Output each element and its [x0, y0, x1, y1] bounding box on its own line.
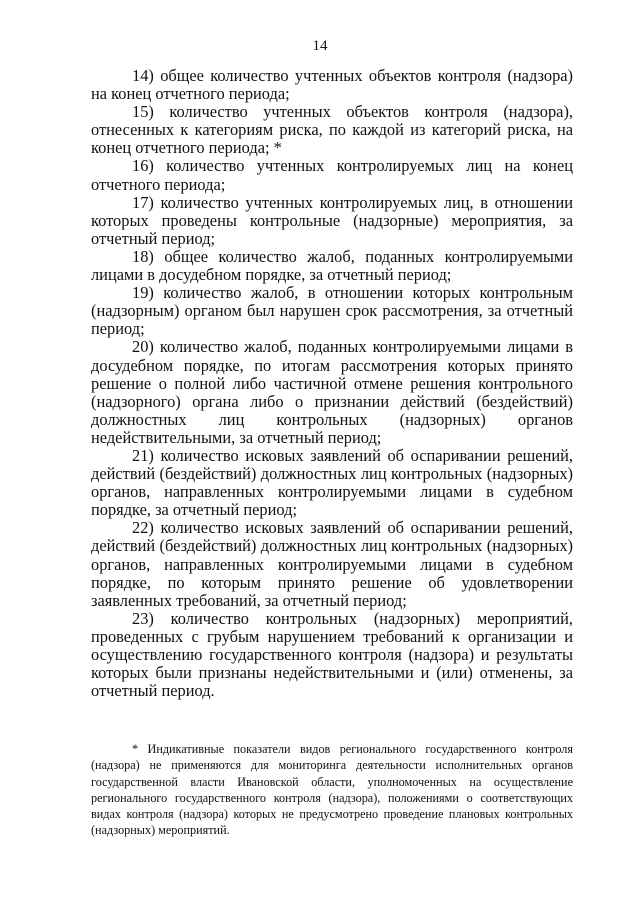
list-item: 16) количество учтенных контролируемых лиц на конец отчетного периода; [91, 156, 573, 194]
list-item: 14) общее количество учтенных объектов контроля (надзора) на конец отчетного периода; [91, 66, 573, 104]
list-item: 22) количество исковых заявлений об оспаривании решений, действий (бездействий) должностных лиц контрольных (надзорных) органов, направленных контролируемыми лицами в судебном порядке, по которым принято решение об удовлетворении заявленных требований, за отчетный период; [91, 518, 573, 610]
page-number: 14 [312, 38, 328, 54]
list-item: 18) общее количество жалоб, поданных контролируемыми лицами в досудебном порядке, за отчетный период; [91, 246, 573, 285]
footnote [91, 741, 573, 839]
list-item: 20) количество жалоб, поданных контролируемыми лицами в досудебном порядке, по итогам рассмотрения которых принято решение о полной либо частичной отмене решения контрольного (надзорного) органа либо о признании действий (бездействий) должностных лиц контрольных (надзорных) органов недействительными, за отчетный период; [91, 337, 573, 447]
list-item: 17) количество учтенных контролируемых лиц, в отношении которых проведены контрольные (надзорные) мероприятия, за отчетный период; [91, 192, 573, 248]
list-item: 23) количество контрольных (надзорных) мероприятий, проведенных с грубым нарушением требований к организации и осуществлению государственного контроля (надзора) и результаты которых были признаны недействительными и (или) отменены, за отчетный период. [91, 608, 573, 701]
list-item: 15) количество учтенных объектов контроля (надзора), отнесенных к категориям риска, по каждой из категорий риска, на конец отчетного периода; * [91, 102, 573, 158]
footnote-text: * Индикативные показатели видов регионального государственного контроля (надзора) не применяются для мониторинга деятельности исполнительных органов государственной власти Ивановской области, уполномоченных на осуществление регионального государственного контроля (надзора), положениями о соответствующих видах контроля (надзора) которых не предусмотрено проведение плановых контрольных (надзорных) мероприятий. [91, 742, 573, 838]
list-item: 21) количество исковых заявлений об оспаривании решений, действий (бездействий) должностных лиц контрольных (надзорных) органов, направленных контролируемыми лицами в судебном порядке, за отчетный период; [91, 445, 573, 520]
list-item: 19) количество жалоб, в отношении которых контрольным (надзорным) органом был нарушен срок рассмотрения, за отчетный период; [91, 283, 573, 339]
indicator-list [91, 67, 573, 700]
